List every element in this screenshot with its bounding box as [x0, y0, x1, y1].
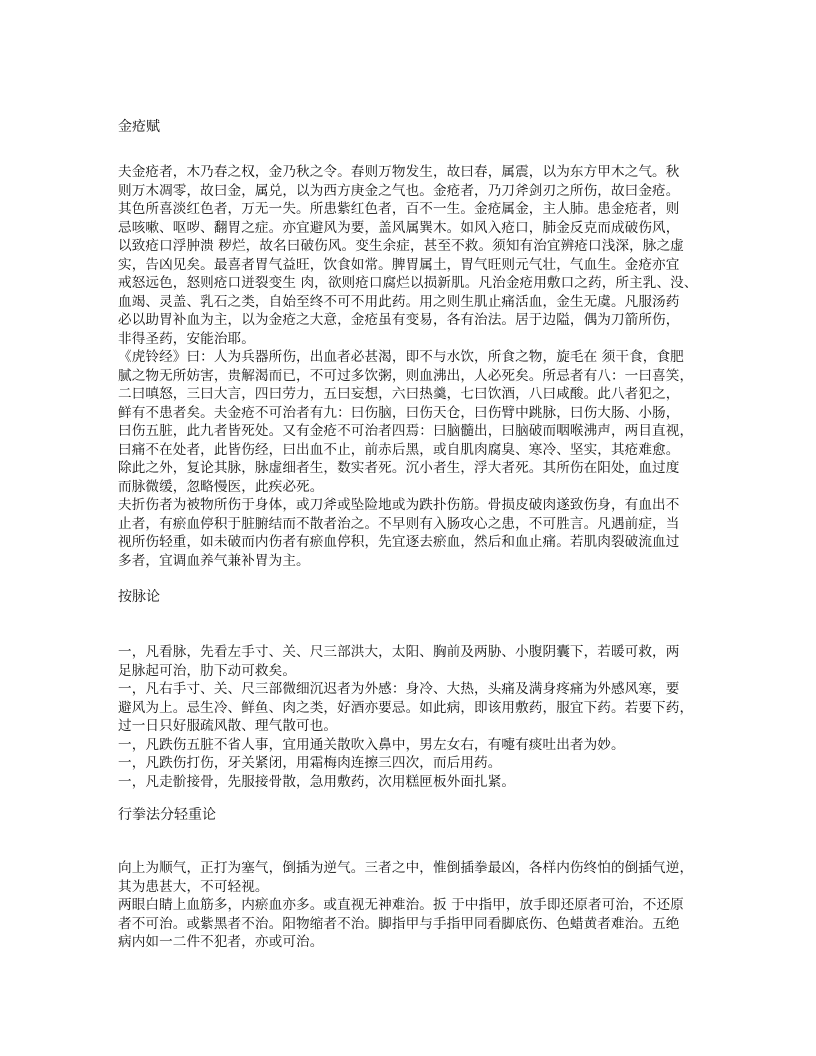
section-title-anmailun: 按脉论 [118, 589, 160, 605]
text-line: 避风为上。忌生冷、鲜鱼、肉之类，好酒亦要忌。如此病，即该用敷药，服宜下药。若要下药， [118, 699, 694, 716]
text-line: 以致疮口浮肿溃 秽烂，故名曰破伤风。变生余症，甚至不救。须知有治宜辨疮口浅深，脉之虚 [118, 238, 684, 254]
text-line: 必以助胃补血为主，以为金疮之大意，金疮虽有变易，各有治法。居于边隘，偶为刀箭所伤， [118, 312, 680, 328]
text-line: 一，凡看脉，先看左手寸、关、尺三部洪大，太阳、胸前及两胁、小腹阴囊下，若暖可救，两 [118, 644, 680, 660]
text-line: 过一日只好服疏风散、理气散可也。 [118, 718, 338, 734]
text-line: 夫金疮者，木乃春之权，金乃秋之令。春则万物发生，故曰春，属震，以为东方甲木之气。秋 [118, 164, 680, 180]
text-line: 两眼白睛上血筋多，内瘀血亦多。或直视无神难治。扳 于中指甲，放手即还原者可治，不还原 [118, 897, 684, 913]
text-line: 足脉起可治，肋下动可救矣。 [118, 662, 297, 679]
text-line: 一，凡跌伤打伤，牙关紧闭，用霜梅肉连擦三四次，而后用药。 [118, 755, 502, 771]
section-title-jinchuangfu: 金疮赋 [118, 119, 160, 135]
text-line: 实，告凶见矣。最喜者胃气益旺，饮食如常。脾胃属土，胃气旺则元气壮，气血生。金疮亦宜 [118, 256, 680, 273]
text-line: 夫折伤者为被物所伤于身体，或刀斧或坠险地或为跌扑伤筋。骨损皮破肉遂致伤身，有血出不 [118, 497, 680, 513]
text-line: 向上为顺气，正打为塞气，倒插为逆气。三者之中，惟倒插拳最凶，各样内伤终怕的倒插气逆， [118, 860, 694, 876]
text-line: 多者，宜调血养气兼补胃为主。 [118, 552, 310, 569]
text-line: 则万木凋零，故曰金，属兑，以为西方庚金之气也。金疮者，乃刀斧剑刃之所伤，故曰金疮。 [118, 182, 680, 199]
section-body-anmailun [118, 643, 708, 791]
text-line: 其色所喜淡红色者，万无一失。所患紫红色者，百不一生。金疮属金，主人肺。患金疮者，则 [118, 201, 680, 217]
text-line: 除此之外，复论其脉，脉虚细者生，数实者死。沉小者生，浮大者死。其所伤在阳处，血过度 [118, 460, 680, 476]
text-line: 非得圣药，安能治耶。 [118, 330, 255, 347]
text-line: 二曰嗔怒，三曰大言，四曰劳力，五曰妄想，六曰热羹，七曰饮酒，八曰咸酸。此八者犯之， [118, 386, 680, 402]
text-line: 戒怒远色，怒则疮口迸裂变生 肉，欲则疮口腐烂以损新肌。凡治金疮用敷口之药，所主乳、没、 [118, 275, 698, 291]
text-line: 曰痛不在处者，此皆伤经，曰出血不止，前赤后黑，或自肌肉腐臭、寒冷、坚实，其疮难愈。 [118, 441, 680, 458]
text-line: 一，凡走骱接骨，先服接骨散，急用敷药，次用糕匣板外面扎紧。 [118, 773, 516, 790]
text-line: 一，凡右手寸、关、尺三部微细沉迟者为外感：身冷、大热，头痛及满身疼痛为外感风寒，要 [118, 681, 680, 697]
text-line: 曰伤五脏，此九者皆死处。又有金疮不可治者四焉：曰脑髓出，曰脑破而咽喉沸声，两目直视， [118, 423, 694, 439]
text-line: 视所伤轻重，如未破而内伤者有瘀血停积，先宜逐去瘀血，然后和血止痛。若肌肉裂破流血过 [118, 534, 680, 550]
text-line: 一，凡跌伤五脏不省人事，宜用通关散吹入鼻中，男左女右，有嚏有痰吐出者为妙。 [118, 736, 625, 753]
section-title-xingquanfa: 行拳法分轻重论 [118, 807, 216, 823]
text-line: 止者，有瘀血停积于脏腑结而不散者治之。不早则有入肠攻心之患，不可胜言。凡遇前症，当 [118, 515, 680, 532]
section-body-xingquanfa [118, 859, 708, 952]
text-line: 《虎铃经》曰：人为兵器所伤，出血者必甚渴，即不与水饮，所食之物，旋毛在 须干食，食肥 [118, 349, 684, 365]
text-line: 腻之物无所妨害，贵解渴而已，不可过多饮粥，则血沸出，人必死矣。所忌者有八：一曰喜笑， [118, 367, 694, 384]
text-line: 忌咳嗽、呕哕、翻胃之症。亦宜避风为要，盖风属巽木。如风入疮口，肺金反克而成破伤风， [118, 219, 680, 236]
text-line: 而脉微缓，忽略慢医，此疾必死。 [118, 478, 324, 495]
text-line: 者不可治。或紫黑者不治。阳物缩者不治。脚指甲与手指甲同看脚底伤、色蜡黄者难治。五绝 [118, 915, 680, 932]
text-line: 鲜有不患者矣。夫金疮不可治者有九：曰伤脑，曰伤天仓，曰伤臂中跳脉，曰伤大肠、小肠， [118, 404, 680, 421]
section-body-jinchuangfu [118, 163, 708, 570]
text-line: 血竭、灵盖、乳石之类，自始至终不可不用此药。用之则生肌止痛活血，金生无虞。凡服汤药 [118, 293, 680, 310]
text-line: 其为患甚大，不可轻视。 [118, 878, 269, 895]
text-line: 病内如一二件不犯者，亦或可治。 [118, 934, 324, 950]
